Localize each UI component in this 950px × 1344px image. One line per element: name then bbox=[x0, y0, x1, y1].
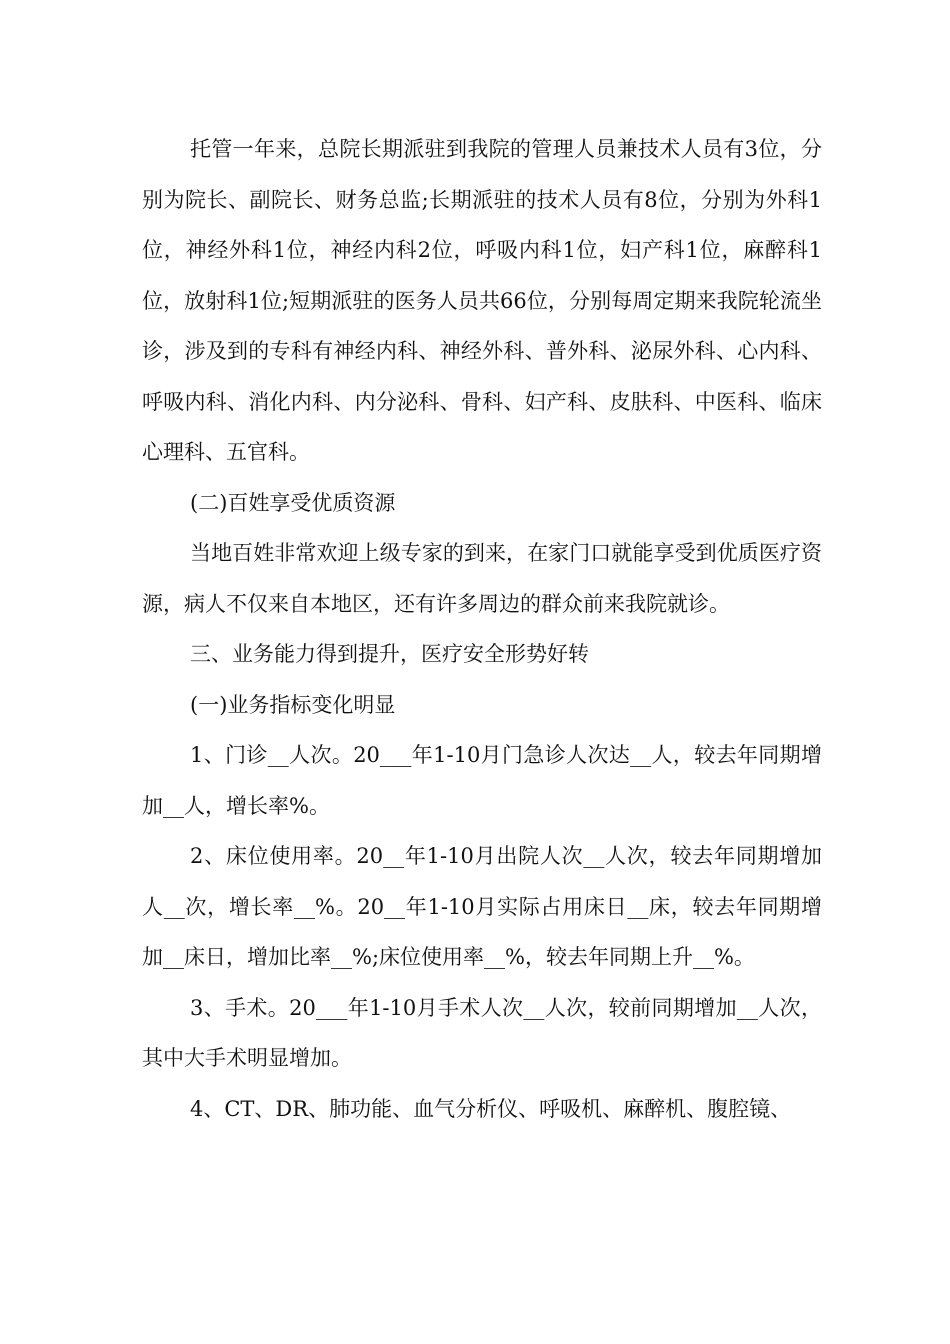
document-body bbox=[142, 124, 822, 1134]
paragraph-doctors-dispatched: 托管一年来，总院长期派驻到我院的管理人员兼技术人员有3位，分别为院长、副院长、财务总监;长期派驻的技术人员有8位，分别为外科1位，神经外科1位，神经内科2位，呼吸内科1位，妇产科1位，麻醉科1位，放射科1位;短期派驻的医务人员共66位，分别每周定期来我院轮流坐诊，涉及到的专科有神经内科、神经外科、普外科、泌尿外科、心内科、呼吸内科、消化内科、内分泌科、骨科、妇产科、皮肤科、中医科、临床心理科、五官科。 bbox=[142, 137, 822, 464]
heading-quality-resources: (二)百姓享受优质资源 bbox=[190, 490, 396, 515]
paragraph-surgery: 3、手术。20___年1-10月手术人次__人次，较前同期增加__人次，其中大手术明显增加。 bbox=[142, 995, 822, 1070]
heading-business-indicators: (一)业务指标变化明显 bbox=[190, 692, 396, 717]
paragraph-outpatient: 1、门诊__人次。20___年1-10月门急诊人次达__人，较去年同期增加__人，增长率%。 bbox=[142, 743, 822, 818]
paragraph-bed-usage: 2、床位使用率。20__年1-10月出院人次__人次，较去年同期增加人__次，增长率__%。20__年1-10月实际占用床日__床，较去年同期增加__床日，增加比率__%;床位使用率__%，较去年同期上升__%。 bbox=[142, 844, 822, 969]
heading-business-ability: 三、业务能力得到提升，医疗安全形势好转 bbox=[190, 642, 589, 666]
paragraph-equipment: 4、CT、DR、肺功能、血气分析仪、呼吸机、麻醉机、腹腔镜、 bbox=[190, 1096, 792, 1121]
paragraph-local-welcome: 当地百姓非常欢迎上级专家的到来，在家门口就能享受到优质医疗资源，病人不仅来自本地区，还有许多周边的群众前来我院就诊。 bbox=[142, 541, 822, 616]
